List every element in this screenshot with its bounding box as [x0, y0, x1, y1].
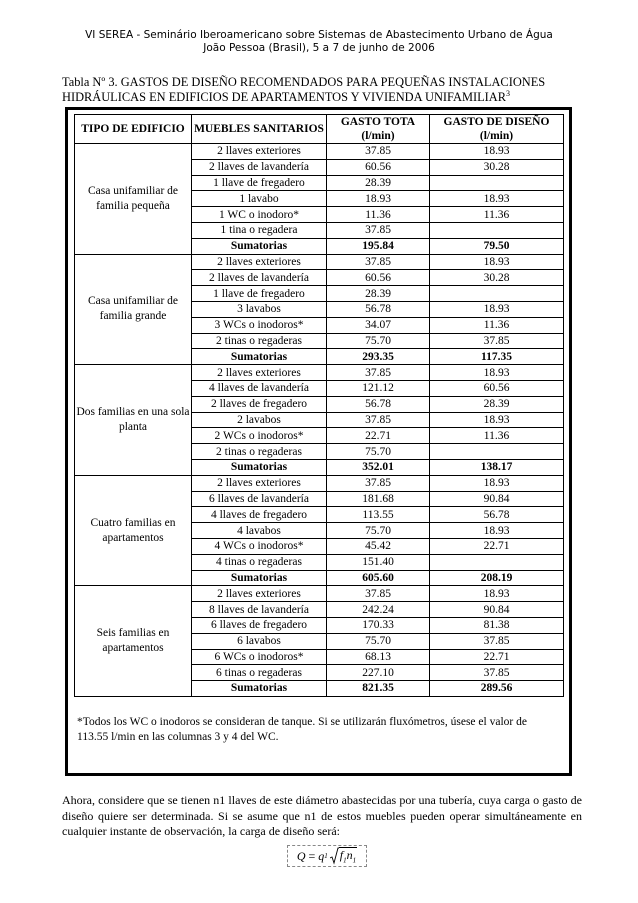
fixture-cell: 3 lavabos	[192, 301, 327, 317]
table-caption-footnote-ref: 3	[506, 89, 510, 98]
fixture-cell: 1 llave de fregadero	[192, 175, 327, 191]
page-header-line2: João Pessoa (Brasil), 5 a 7 de junho de 2006	[203, 42, 435, 54]
table-row	[75, 475, 564, 491]
design-flow-cell: 18.93	[430, 523, 564, 539]
total-flow-cell: 37.85	[327, 222, 430, 238]
formula-n-sub: 1	[352, 856, 357, 865]
table-row	[75, 254, 564, 270]
table-frame	[65, 107, 572, 776]
fixture-cell: 6 llaves de fregadero	[192, 617, 327, 633]
table-caption-text: Tabla Nº 3. GASTOS DE DISEÑO RECOMENDADOS PARA PEQUEÑAS INSTALACIONES HIDRÁULICAS EN EDIFICIOS DE APARTAMENTOS Y VIVIENDA UNIFAMILIAR	[62, 75, 546, 104]
fixture-cell: 4 lavabos	[192, 523, 327, 539]
fixture-cell: 2 llaves exteriores	[192, 365, 327, 381]
total-flow-cell: 37.85	[327, 365, 430, 381]
fixture-cell: 2 tinas o regaderas	[192, 333, 327, 349]
total-flow-cell: 75.70	[327, 444, 430, 460]
total-flow-cell: 75.70	[327, 333, 430, 349]
sum-design-flow-cell: 289.56	[430, 681, 564, 697]
fixture-cell: 2 llaves exteriores	[192, 254, 327, 270]
design-flow-cell: 18.93	[430, 301, 564, 317]
total-flow-cell: 75.70	[327, 633, 430, 649]
column-header-fixtures: MUEBLES SANITARIOS	[192, 115, 327, 144]
design-flow-cell: 18.93	[430, 254, 564, 270]
total-flow-cell: 56.78	[327, 301, 430, 317]
fixture-cell: 2 llaves de lavandería	[192, 270, 327, 286]
fixture-cell: 6 tinas o regaderas	[192, 665, 327, 681]
design-flow-cell: 18.93	[430, 365, 564, 381]
total-flow-cell: 22.71	[327, 428, 430, 444]
building-type-cell: Cuatro familias en apartamentos	[75, 475, 192, 586]
total-flow-cell: 34.07	[327, 317, 430, 333]
table-header-row	[75, 115, 564, 144]
design-flow-cell: 37.85	[430, 665, 564, 681]
sum-label-cell: Sumatorias	[192, 238, 327, 254]
design-flow-cell	[430, 222, 564, 238]
fixture-cell: 1 lavabo	[192, 191, 327, 207]
design-flow-cell: 30.28	[430, 270, 564, 286]
fixture-cell: 6 lavabos	[192, 633, 327, 649]
design-flow-cell	[430, 175, 564, 191]
formula-f: f	[339, 848, 344, 863]
sum-label-cell: Sumatorias	[192, 570, 327, 586]
fixture-cell: 6 llaves de lavandería	[192, 491, 327, 507]
column-header-building-type: TIPO DE EDIFICIO	[75, 115, 192, 144]
total-flow-cell: 45.42	[327, 538, 430, 554]
total-flow-cell: 37.85	[327, 144, 430, 160]
design-flow-cell: 56.78	[430, 507, 564, 523]
total-flow-cell: 28.39	[327, 175, 430, 191]
design-flow-cell: 22.71	[430, 538, 564, 554]
design-flow-cell: 18.93	[430, 475, 564, 491]
sum-total-flow-cell: 352.01	[327, 459, 430, 475]
design-flow-cell: 22.71	[430, 649, 564, 665]
fixture-cell: 2 WCs o inodoros*	[192, 428, 327, 444]
building-type-cell: Dos familias en una sola planta	[75, 365, 192, 476]
formula-n: n	[346, 848, 353, 863]
design-flow-cell: 28.39	[430, 396, 564, 412]
total-flow-cell: 60.56	[327, 270, 430, 286]
table-body	[75, 144, 564, 697]
design-flow-cell: 60.56	[430, 380, 564, 396]
formula-equals: =	[308, 848, 316, 863]
total-flow-cell: 68.13	[327, 649, 430, 665]
design-flow-cell: 18.93	[430, 191, 564, 207]
design-flow-cell: 11.36	[430, 207, 564, 223]
design-flow-cell: 18.93	[430, 586, 564, 602]
sum-design-flow-cell: 79.50	[430, 238, 564, 254]
design-flow-cell: 37.85	[430, 633, 564, 649]
sqrt-sign-icon	[330, 847, 339, 865]
body-paragraph: Ahora, considere que se tienen n1 llaves de este diámetro abastecidas por una tubería, cuya carga o gasto de diseño quiere ser determinada. Si se asume que n1 de estos muebles pueden operar simultáneamente en cualquier instante de observación, la carga de diseño será:	[62, 793, 582, 838]
fixture-cell: 4 tinas o regaderas	[192, 554, 327, 570]
fixture-cell: 4 llaves de fregadero	[192, 507, 327, 523]
design-flow-cell: 18.93	[430, 144, 564, 160]
building-type-cell: Seis familias en apartamentos	[75, 586, 192, 697]
total-flow-cell: 18.93	[327, 191, 430, 207]
design-flow-cell: 90.84	[430, 602, 564, 618]
fixture-cell: 2 llaves de lavandería	[192, 159, 327, 175]
design-load-formula	[287, 845, 367, 867]
total-flow-cell: 37.85	[327, 412, 430, 428]
design-flow-cell	[430, 444, 564, 460]
formula-f-sub: 1	[343, 856, 347, 865]
building-type-cell: Casa unifamiliar de familia pequeña	[75, 144, 192, 255]
page-header-line1: VI SEREA - Seminário Iberoamericano sobre Sistemas de Abastecimento Urbano de Água	[85, 29, 553, 41]
sum-total-flow-cell: 293.35	[327, 349, 430, 365]
formula-lhs: Q	[296, 848, 306, 863]
fixture-cell: 4 llaves de lavandería	[192, 380, 327, 396]
total-flow-cell: 170.33	[327, 617, 430, 633]
design-flow-cell: 37.85	[430, 333, 564, 349]
design-flow-cell	[430, 554, 564, 570]
table-caption	[62, 75, 582, 105]
fixture-cell: 2 llaves exteriores	[192, 475, 327, 491]
design-flow-cell: 11.36	[430, 317, 564, 333]
sum-label-cell: Sumatorias	[192, 681, 327, 697]
design-flow-cell: 90.84	[430, 491, 564, 507]
design-flow-cell	[430, 286, 564, 302]
total-flow-cell: 121.12	[327, 380, 430, 396]
fixture-cell: 1 WC o inodoro*	[192, 207, 327, 223]
sum-total-flow-cell: 821.35	[327, 681, 430, 697]
fixture-cell: 1 tina o regadera	[192, 222, 327, 238]
total-flow-cell: 60.56	[327, 159, 430, 175]
building-type-cell: Casa unifamiliar de familia grande	[75, 254, 192, 365]
column-header-total-flow: GASTO TOTA (l/min)	[327, 115, 430, 144]
sum-label-cell: Sumatorias	[192, 349, 327, 365]
fixture-cell: 6 WCs o inodoros*	[192, 649, 327, 665]
table-row	[75, 586, 564, 602]
fixture-cell: 3 WCs o inodoros*	[192, 317, 327, 333]
total-flow-cell: 11.36	[327, 207, 430, 223]
fixture-cell: 2 llaves exteriores	[192, 586, 327, 602]
sum-design-flow-cell: 117.35	[430, 349, 564, 365]
total-flow-cell: 75.70	[327, 523, 430, 539]
total-flow-cell: 151.40	[327, 554, 430, 570]
design-flow-cell: 18.93	[430, 412, 564, 428]
fixture-cell: 2 lavabos	[192, 412, 327, 428]
total-flow-cell: 113.55	[327, 507, 430, 523]
total-flow-cell: 181.68	[327, 491, 430, 507]
table-footnote: *Todos los WC o inodoros se consideran de tanque. Si se utilizarán fluxómetros, úsese el valor de 113.55 l/min en las columnas 3 y 4 del WC.	[77, 716, 527, 743]
design-flow-table	[74, 114, 564, 697]
formula-q-sub: 1	[324, 852, 328, 860]
sum-design-flow-cell: 208.19	[430, 570, 564, 586]
table-row	[75, 144, 564, 160]
total-flow-cell: 37.85	[327, 586, 430, 602]
total-flow-cell: 28.39	[327, 286, 430, 302]
fixture-cell: 4 WCs o inodoros*	[192, 538, 327, 554]
column-header-design-flow: GASTO DE DISEÑO (l/min)	[430, 115, 564, 144]
design-flow-cell: 81.38	[430, 617, 564, 633]
total-flow-cell: 37.85	[327, 254, 430, 270]
design-flow-cell: 11.36	[430, 428, 564, 444]
sum-total-flow-cell: 195.84	[327, 238, 430, 254]
table-row	[75, 365, 564, 381]
fixture-cell: 2 llaves de fregadero	[192, 396, 327, 412]
fixture-cell: 2 llaves exteriores	[192, 144, 327, 160]
fixture-cell: 2 tinas o regaderas	[192, 444, 327, 460]
sum-total-flow-cell: 605.60	[327, 570, 430, 586]
formula-q: q	[318, 848, 325, 863]
total-flow-cell: 37.85	[327, 475, 430, 491]
sum-label-cell: Sumatorias	[192, 459, 327, 475]
total-flow-cell: 227.10	[327, 665, 430, 681]
sum-design-flow-cell: 138.17	[430, 459, 564, 475]
fixture-cell: 1 llave de fregadero	[192, 286, 327, 302]
total-flow-cell: 56.78	[327, 396, 430, 412]
fixture-cell: 8 llaves de lavandería	[192, 602, 327, 618]
design-flow-cell: 30.28	[430, 159, 564, 175]
total-flow-cell: 242.24	[327, 602, 430, 618]
